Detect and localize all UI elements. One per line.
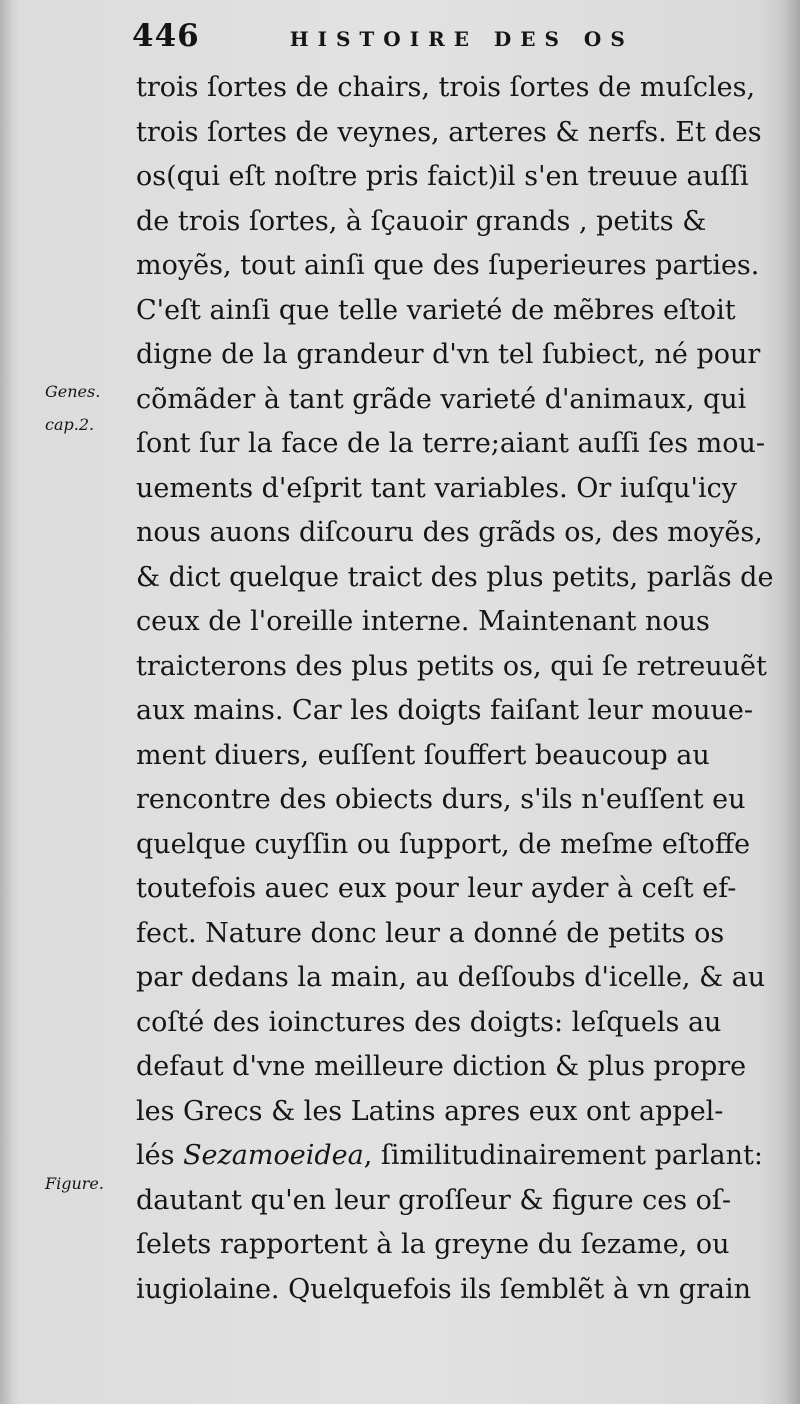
text-line-15: aux mains. Car les doigts faiſant leur mouue- [136,695,753,726]
text-line-26: dautant qu'en leur groſſeur & figure ces oſ- [136,1184,732,1216]
text-line-20: fect. Nature donc leur a donné de petits os [136,917,725,949]
margin-note-genes: Genes. [45,382,101,401]
text-line-12: & dict quelque traict des plus petits, parlãs de [136,561,774,593]
text-line-28: iugiolaine. Quelquefois ils ſemblẽt à vn grain [136,1273,752,1305]
page-number: 446 [132,18,200,54]
text-line-9: ſont ſur la face de la terre;aiant auſſi ſes mou- [136,428,766,459]
text-line-25 [136,1134,766,1179]
text-line-1: trois ſortes de chairs, trois ſortes de muſcles, [136,72,756,103]
text-line-19: toutefois auec eux pour leur ayder à ceſt ef- [136,873,737,904]
text-line-25-post: , ſimilitudinairement parlant: [363,1140,763,1171]
text-line-24: les Grecs & les Latins apres eux ont appel- [136,1095,724,1127]
text-line-23: defaut d'vne meilleure diction & plus propre [136,1051,747,1082]
text-line-3: os(qui eſt noſtre pris faict)il s'en treuue auſſi [136,161,749,192]
page-right-edge-shadow [784,0,800,1404]
text-line-25-pre: lés [136,1140,184,1171]
text-line-17: rencontre des obiects durs, s'ils n'euſſent eu [136,784,746,815]
text-line-22: coſté des ioinctures des doigts: leſquels au [136,1006,722,1038]
text-line-8: cõmãder à tant grãde varieté d'animaux, qui [136,383,747,415]
text-line-7: digne de la grandeur d'vn tel ſubiect, né pour [136,339,761,370]
text-line-27: ſelets rapportent à la greyne du ſezame, ou [136,1229,730,1260]
margin-note-figure: Figure. [45,1174,104,1193]
text-line-18: quelque cuyſſin ou ſupport, de meſme eſtoffe [136,828,751,860]
page-header [132,18,652,60]
body-text [136,66,774,1312]
text-line-6: C'eſt ainſi que telle varieté de mẽbres eſtoit [136,294,736,326]
text-line-5: moyẽs, tout ainſi que des ſuperieures parties. [136,250,760,281]
page-left-edge-shadow [0,0,14,1404]
text-line-21: par dedans la main, au deſſoubs d'icelle, & au [136,962,766,993]
text-line-11: nous auons diſcouru des grãds os, des moyẽs, [136,517,763,548]
term-sezamoeidea: Sezamoeidea [183,1140,364,1171]
text-line-4: de trois ſortes, à ſçauoir grands , petits & [136,205,707,237]
text-line-16: ment diuers, euſſent ſouffert beaucoup au [136,739,710,771]
text-line-14: traicterons des plus petits os, qui ſe retreuuẽt [136,650,767,682]
running-title: HISTOIRE DES OS [289,27,634,51]
text-line-2: trois ſortes de veynes, arteres & nerfs. Et des [136,116,762,148]
text-line-13: ceux de l'oreille interne. Maintenant nous [136,606,710,637]
margin-note-cap: cap.2. [45,415,95,434]
text-line-10: uements d'eſprit tant variables. Or iuſqu'icy [136,472,737,504]
